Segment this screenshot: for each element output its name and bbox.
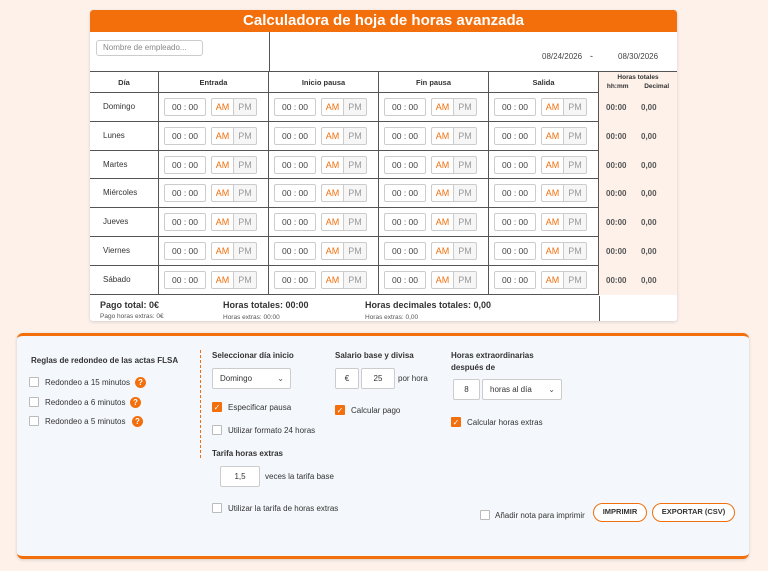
time-input[interactable]: 00 : 00 (274, 98, 316, 116)
am-toggle[interactable]: AM (321, 271, 344, 289)
row-total-hhmm: 00:00 (606, 218, 627, 228)
calc-pay-checkbox[interactable]: ✓ (336, 406, 344, 415)
add-note-checkbox[interactable] (480, 510, 490, 520)
cell-fin-pausa (379, 93, 489, 122)
day-label: Jueves (90, 208, 159, 237)
day-label: Lunes (90, 122, 159, 151)
day-label: Sábado (90, 266, 159, 295)
header-day: Día (90, 72, 159, 93)
cell-salida (489, 122, 599, 151)
round5-help-icon[interactable]: ? (132, 416, 143, 427)
overtime-after-label-2: después de (451, 363, 496, 372)
am-toggle[interactable]: AM (541, 242, 564, 260)
cell-fin-pausa (379, 151, 489, 180)
am-toggle[interactable]: AM (431, 127, 454, 145)
chevron-down-icon: ⌄ (277, 374, 284, 383)
am-toggle[interactable]: AM (431, 271, 454, 289)
start-date-input[interactable]: 08/24/2026 (542, 52, 583, 61)
row-total-decimal: 0,00 (641, 275, 657, 285)
header-fin-pausa: Fin pausa (379, 72, 489, 93)
cell-entrada (159, 208, 269, 237)
header-totals-label: Horas totales (617, 74, 659, 81)
overtime-rate-label: Tarifa horas extras (212, 449, 283, 458)
cell-fin-pausa (379, 122, 489, 151)
timesheet-card (90, 10, 677, 321)
time-input[interactable]: 00 : 00 (494, 156, 536, 174)
table-row (90, 179, 677, 208)
page-title: Calculadora de hoja de horas avanzada (90, 10, 677, 32)
table-row (90, 266, 677, 295)
format24-label: Utilizar formato 24 horas (228, 426, 316, 435)
round5-checkbox[interactable] (29, 416, 39, 426)
table-row (90, 237, 677, 266)
row-total-decimal: 0,00 (641, 131, 657, 141)
round5-label: Redondeo a 5 minutos (45, 417, 126, 426)
employee-name-input[interactable]: Nombre de empleado... (96, 40, 203, 56)
row-total-decimal: 0,00 (641, 160, 657, 170)
overtime-after-label: Horas extraordinarias (451, 351, 534, 360)
time-input[interactable]: 00 : 00 (384, 184, 426, 202)
pm-toggle[interactable]: PM (454, 213, 477, 231)
pm-toggle[interactable]: PM (454, 271, 477, 289)
settings-panel (17, 333, 749, 559)
table-body (90, 93, 677, 295)
row-total-hhmm: 00:00 (606, 131, 627, 141)
round6-checkbox[interactable] (29, 397, 39, 407)
am-toggle[interactable]: AM (321, 213, 344, 231)
am-toggle[interactable]: AM (541, 98, 564, 116)
section-divider (200, 350, 201, 458)
pm-toggle[interactable]: PM (344, 213, 367, 231)
cell-fin-pausa (379, 208, 489, 237)
time-input[interactable]: 00 : 00 (494, 213, 536, 231)
start-day-value: Domingo (220, 374, 253, 383)
overtime-unit-select[interactable] (482, 379, 562, 400)
time-input[interactable]: 00 : 00 (164, 156, 206, 174)
specify-break-checkbox[interactable]: ✓ (213, 403, 221, 412)
pm-toggle[interactable]: PM (564, 242, 587, 260)
pm-toggle[interactable]: PM (454, 127, 477, 145)
am-toggle[interactable]: AM (431, 184, 454, 202)
am-toggle[interactable]: AM (541, 213, 564, 231)
row-totals (599, 237, 677, 266)
overtime-decimal-hours: Horas extras: 0,00 (365, 314, 419, 321)
overtime-pay: Pago horas extras: 0€ (100, 313, 164, 320)
row-total-hhmm: 00:00 (606, 189, 627, 199)
pm-toggle[interactable]: PM (234, 213, 257, 231)
salary-input[interactable]: 25 (361, 368, 395, 389)
am-toggle[interactable]: AM (211, 271, 234, 289)
totals-footer (90, 296, 677, 321)
am-toggle[interactable]: AM (211, 127, 234, 145)
row-total-decimal: 0,00 (641, 218, 657, 228)
cell-salida (489, 266, 599, 295)
row-totals (599, 93, 677, 122)
row-total-hhmm: 00:00 (606, 103, 627, 112)
cell-entrada (159, 93, 269, 122)
cell-inicio-pausa (269, 237, 379, 266)
print-button[interactable]: IMPRIMIR (593, 503, 647, 522)
pm-toggle[interactable]: PM (564, 213, 587, 231)
time-input[interactable]: 00 : 00 (384, 271, 426, 289)
time-input[interactable]: 00 : 00 (164, 213, 206, 231)
specify-break-label: Especificar pausa (228, 403, 292, 412)
am-toggle[interactable]: AM (431, 156, 454, 174)
flsa-title: Reglas de redondeo de las actas FLSA (31, 356, 179, 365)
pm-toggle[interactable]: PM (344, 271, 367, 289)
pm-toggle[interactable]: PM (454, 156, 477, 174)
round15-help-icon[interactable]: ? (135, 377, 146, 388)
am-toggle[interactable]: AM (321, 242, 344, 260)
header-totals (599, 72, 677, 93)
pm-toggle[interactable]: PM (454, 242, 477, 260)
pm-toggle[interactable]: PM (234, 156, 257, 174)
start-day-label: Seleccionar día inicio (212, 351, 294, 360)
cell-salida (489, 93, 599, 122)
pm-toggle[interactable]: PM (344, 98, 367, 116)
date-separator: - (590, 51, 593, 61)
cell-salida (489, 151, 599, 180)
cell-fin-pausa (379, 237, 489, 266)
header-entrada: Entrada (159, 72, 269, 93)
row-total-hhmm: 00:00 (606, 246, 627, 256)
am-toggle[interactable]: AM (321, 127, 344, 145)
per-hour-label: por hora (398, 374, 428, 383)
overtime-rate-input[interactable]: 1,5 (220, 466, 260, 487)
chevron-down-icon: ⌄ (548, 385, 555, 394)
time-input[interactable]: 00 : 00 (494, 98, 536, 116)
round15-label: Redondeo a 15 minutos (45, 378, 130, 387)
total-pay: Pago total: 0€ (100, 300, 160, 310)
am-toggle[interactable]: AM (211, 213, 234, 231)
time-input[interactable]: 00 : 00 (164, 184, 206, 202)
time-input[interactable]: 00 : 00 (384, 242, 426, 260)
pm-toggle[interactable]: PM (564, 184, 587, 202)
overtime-unit-value: horas al día (490, 385, 532, 394)
cell-fin-pausa (379, 179, 489, 208)
round6-label: Redondeo a 6 minutos (45, 398, 126, 407)
pm-toggle[interactable]: PM (234, 127, 257, 145)
day-label: Viernes (90, 237, 159, 266)
time-input[interactable]: 00 : 00 (164, 242, 206, 260)
time-input[interactable]: 00 : 00 (274, 127, 316, 145)
row-total-decimal: 0,00 (641, 189, 657, 199)
add-note-label: Añadir nota para imprimir (495, 511, 585, 520)
row-totals (599, 208, 677, 237)
pm-toggle[interactable]: PM (454, 184, 477, 202)
pm-toggle[interactable]: PM (564, 98, 587, 116)
end-date-input[interactable]: 08/30/2026 (618, 52, 659, 61)
pm-toggle[interactable]: PM (344, 127, 367, 145)
time-input[interactable]: 00 : 00 (274, 184, 316, 202)
time-input[interactable]: 00 : 00 (274, 271, 316, 289)
row-total-hhmm: 00:00 (606, 160, 627, 170)
cell-inicio-pausa (269, 122, 379, 151)
time-input[interactable]: 00 : 00 (384, 98, 426, 116)
pm-toggle[interactable]: PM (234, 98, 257, 116)
cell-entrada (159, 151, 269, 180)
overtime-rate-suffix: veces la tarifa base (265, 472, 334, 481)
table-row (90, 151, 677, 180)
pm-toggle[interactable]: PM (344, 184, 367, 202)
overtime-after-input[interactable]: 8 (453, 379, 480, 400)
format24-checkbox[interactable] (212, 425, 222, 435)
divider (269, 32, 270, 72)
am-toggle[interactable]: AM (541, 184, 564, 202)
pm-toggle[interactable]: PM (564, 127, 587, 145)
export-csv-button[interactable]: EXPORTAR (CSV) (652, 503, 735, 522)
cell-entrada (159, 266, 269, 295)
total-decimal-hours: Horas decimales totales: 0,00 (365, 300, 492, 310)
am-toggle[interactable]: AM (541, 127, 564, 145)
time-input[interactable]: 00 : 00 (164, 98, 206, 116)
am-toggle[interactable]: AM (431, 213, 454, 231)
calc-overtime-checkbox[interactable]: ✓ (452, 418, 460, 427)
am-toggle[interactable]: AM (431, 98, 454, 116)
am-toggle[interactable]: AM (321, 156, 344, 174)
am-toggle[interactable]: AM (321, 184, 344, 202)
round6-help-icon[interactable]: ? (130, 397, 141, 408)
pm-toggle[interactable]: PM (454, 98, 477, 116)
top-bar (90, 32, 677, 72)
pm-toggle[interactable]: PM (344, 156, 367, 174)
time-input[interactable]: 00 : 00 (384, 127, 426, 145)
header-hhmm: hh:mm (606, 83, 629, 90)
cell-salida (489, 179, 599, 208)
time-input[interactable]: 00 : 00 (494, 184, 536, 202)
cell-salida (489, 237, 599, 266)
currency-select[interactable]: € (335, 368, 359, 389)
cell-fin-pausa (379, 266, 489, 295)
pm-toggle[interactable]: PM (234, 242, 257, 260)
am-toggle[interactable]: AM (211, 98, 234, 116)
row-total-decimal: 0,00 (641, 103, 657, 112)
use-overtime-rate-label: Utilizar la tarifa de horas extras (228, 504, 339, 513)
cell-entrada (159, 122, 269, 151)
day-label: Domingo (90, 93, 159, 122)
table-row (90, 93, 677, 122)
pm-toggle[interactable]: PM (234, 271, 257, 289)
row-total-decimal: 0,00 (641, 246, 657, 256)
time-input[interactable]: 00 : 00 (164, 271, 206, 289)
cell-entrada (159, 237, 269, 266)
cell-inicio-pausa (269, 93, 379, 122)
total-hours: Horas totales: 00:00 (223, 300, 309, 310)
use-overtime-rate-checkbox[interactable] (212, 503, 222, 513)
am-toggle[interactable]: AM (431, 242, 454, 260)
row-totals (599, 151, 677, 180)
cell-inicio-pausa (269, 266, 379, 295)
time-input[interactable]: 00 : 00 (274, 242, 316, 260)
time-input[interactable]: 00 : 00 (384, 213, 426, 231)
pm-toggle[interactable]: PM (344, 242, 367, 260)
am-toggle[interactable]: AM (541, 156, 564, 174)
day-label: Martes (90, 151, 159, 180)
am-toggle[interactable]: AM (541, 271, 564, 289)
time-input[interactable]: 00 : 00 (274, 213, 316, 231)
cell-inicio-pausa (269, 208, 379, 237)
overtime-hours: Horas extras: 00:00 (223, 314, 280, 321)
timesheet-table (90, 72, 677, 295)
pm-toggle[interactable]: PM (564, 271, 587, 289)
header-inicio-pausa: Inicio pausa (269, 72, 379, 93)
pm-toggle[interactable]: PM (564, 156, 587, 174)
cell-inicio-pausa (269, 151, 379, 180)
table-header (90, 72, 677, 93)
round15-checkbox[interactable] (29, 377, 39, 387)
time-input[interactable]: 00 : 00 (494, 127, 536, 145)
time-input[interactable]: 00 : 00 (494, 242, 536, 260)
day-label: Miércoles (90, 179, 159, 208)
time-input[interactable]: 00 : 00 (164, 127, 206, 145)
header-decimal: Decimal (644, 83, 670, 90)
table-row (90, 122, 677, 151)
am-toggle[interactable]: AM (211, 242, 234, 260)
table-row (90, 208, 677, 237)
am-toggle[interactable]: AM (211, 156, 234, 174)
row-total-hhmm: 00:00 (606, 275, 627, 285)
row-totals (599, 122, 677, 151)
header-salida: Salida (489, 72, 599, 93)
time-input[interactable]: 00 : 00 (274, 156, 316, 174)
calc-pay-label: Calcular pago (351, 406, 401, 415)
cell-salida (489, 208, 599, 237)
row-totals (599, 266, 677, 295)
am-toggle[interactable]: AM (321, 98, 344, 116)
time-input[interactable]: 00 : 00 (494, 271, 536, 289)
calc-overtime-label: Calcular horas extras (467, 418, 543, 427)
footer-totals-cell (599, 296, 677, 321)
cell-inicio-pausa (269, 179, 379, 208)
cell-entrada (159, 179, 269, 208)
row-totals (599, 179, 677, 208)
salary-label: Salario base y divisa (335, 351, 414, 360)
time-input[interactable]: 00 : 00 (384, 156, 426, 174)
am-toggle[interactable]: AM (211, 184, 234, 202)
pm-toggle[interactable]: PM (234, 184, 257, 202)
start-day-select[interactable] (212, 368, 291, 389)
